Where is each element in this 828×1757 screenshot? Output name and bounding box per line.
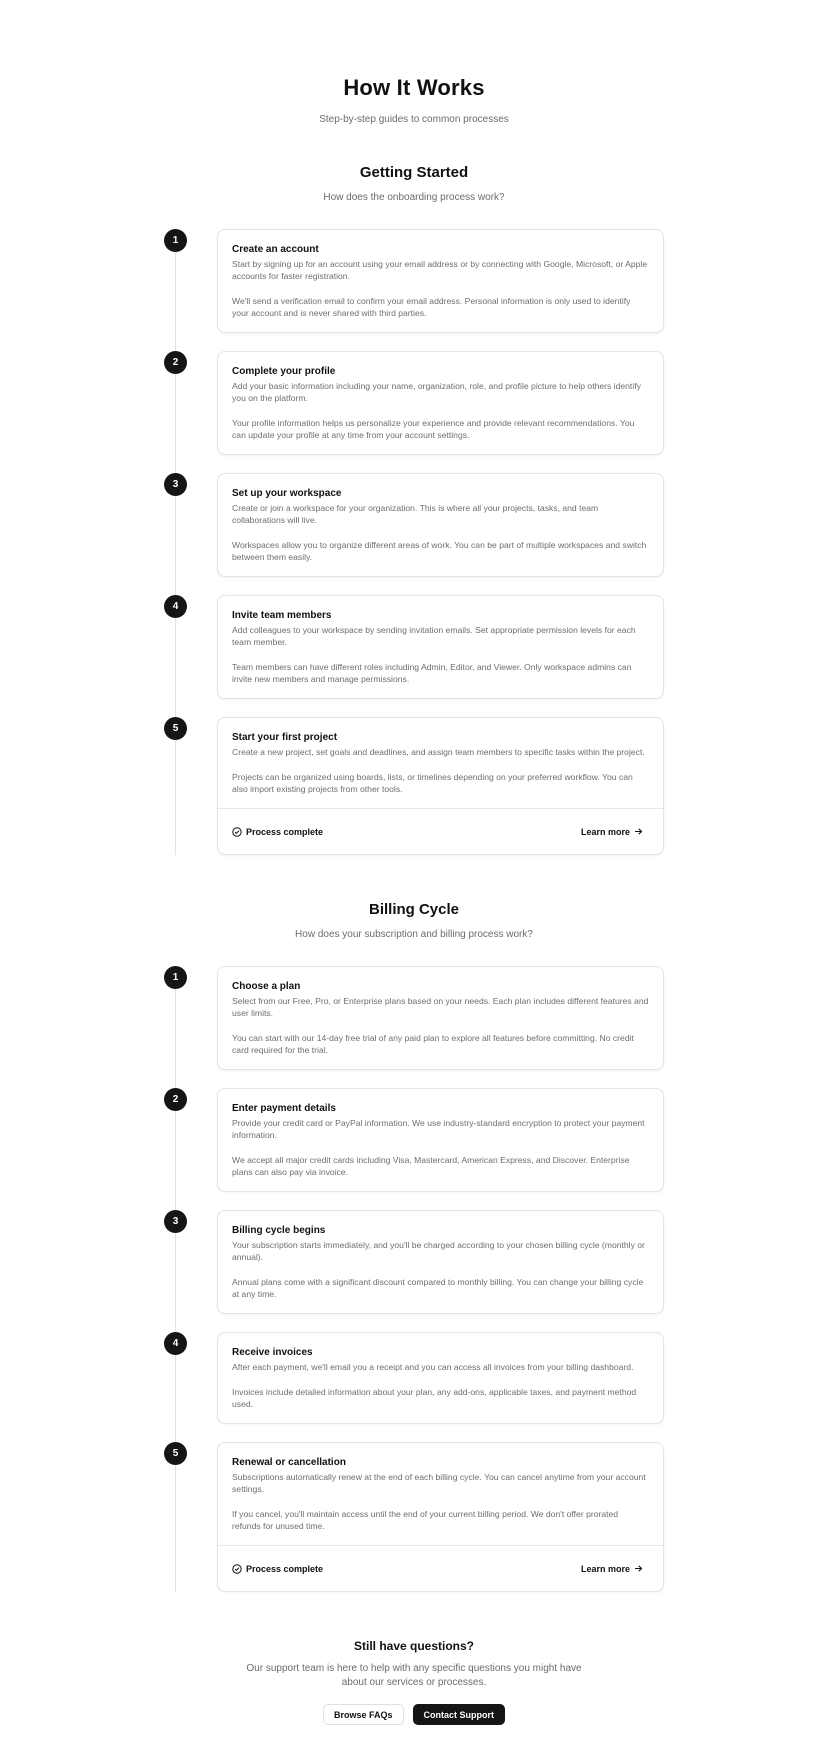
section-title: Billing Cycle — [368, 901, 460, 918]
step-detail: Team members can have different roles including Admin, Editor, and Viewer. Only workspace admins can invite new members and manage permissions. — [232, 662, 632, 684]
step-card-body — [218, 967, 663, 1069]
learn-more-link[interactable] — [581, 827, 643, 837]
step-number: 1 — [164, 966, 187, 989]
step — [164, 229, 664, 333]
step-number: 4 — [164, 595, 187, 618]
help-text: Our support team is here to help with any specific questions you might have about our services or processes. — [246, 1663, 582, 1688]
step-card-body — [218, 1333, 663, 1423]
step-card — [217, 351, 664, 455]
step-number: 3 — [164, 1210, 187, 1233]
step — [164, 473, 664, 577]
step-card-body — [218, 474, 663, 576]
step-card — [217, 1210, 664, 1314]
help-title: Still have questions? — [353, 1639, 475, 1653]
learn-more-label: Learn more — [580, 826, 630, 837]
step-card-body — [218, 596, 663, 698]
step-detail: Your profile information helps us personalize your experience and provide relevant recommendations. You can update your profile at any time from your account settings. — [232, 418, 635, 440]
step-description: Add your basic information including your name, organization, role, and profile picture to help others identify you on the platform. — [232, 381, 641, 403]
browse-faqs-button[interactable]: Browse FAQs — [323, 1704, 404, 1725]
step-card-footer — [218, 808, 663, 854]
step-detail: Annual plans come with a significant discount compared to monthly billing. You can change your billing cycle at any time. — [232, 1277, 644, 1299]
step-detail: Projects can be organized using boards, lists, or timelines depending on your preferred workflow. You can also import existing projects from other tools. — [232, 772, 633, 794]
step-title: Invite team members — [232, 610, 332, 621]
process-complete — [232, 827, 323, 837]
step — [164, 1442, 664, 1592]
step-description: Subscriptions automatically renew at the end of each billing cycle. You can cancel anytime from your account settings. — [232, 1472, 646, 1494]
step-title: Choose a plan — [232, 981, 301, 992]
step-card-body — [218, 1211, 663, 1313]
step-title: Create an account — [232, 244, 319, 255]
learn-more-link[interactable] — [581, 1564, 643, 1574]
step-detail: You can start with our 14-day free trial of any paid plan to explore all features before committing. No credit card required for the trial. — [232, 1033, 634, 1055]
step-number: 2 — [164, 351, 187, 374]
process-complete — [232, 1564, 323, 1574]
step-title: Renewal or cancellation — [232, 1457, 346, 1468]
step-card-body — [218, 1443, 663, 1545]
step-description: Select from our Free, Pro, or Enterprise plans based on your needs. Each plan includes different features and user limits. — [232, 996, 649, 1018]
step-card — [217, 717, 664, 855]
contact-support-button[interactable]: Contact Support — [413, 1704, 506, 1725]
step-card-body — [218, 230, 663, 332]
step-detail: We accept all major credit cards including Visa, Mastercard, American Express, and Discover. Enterprise plans can also pay via invoice. — [232, 1155, 630, 1177]
page-title: How It Works — [343, 75, 485, 100]
step — [164, 1332, 664, 1424]
learn-more-label: Learn more — [580, 1563, 630, 1574]
step-detail: Workspaces allow you to organize different areas of work. You can be part of multiple workspaces and switch between them easily. — [232, 540, 647, 562]
page-subtitle: Step-by-step guides to common processes — [319, 114, 509, 125]
step-description: Create a new project, set goals and deadlines, and assign team members to specific tasks within the project. — [232, 747, 645, 757]
arrow-right-icon — [634, 1564, 643, 1573]
step-title: Enter payment details — [232, 1103, 336, 1114]
section-header — [0, 900, 828, 942]
arrow-right-icon — [634, 827, 643, 836]
step-card — [217, 595, 664, 699]
step-description: Start by signing up for an account using your email address or by connecting with Google, Microsoft, or Apple accounts for faster registration. — [232, 259, 648, 281]
step — [164, 351, 664, 455]
check-circle-icon — [232, 1564, 242, 1574]
step-number: 2 — [164, 1088, 187, 1111]
step-title: Complete your profile — [232, 366, 336, 377]
step-number: 3 — [164, 473, 187, 496]
step-title: Billing cycle begins — [232, 1225, 326, 1236]
step-description: After each payment, we'll email you a receipt and you can access all invoices from your billing dashboard. — [232, 1362, 634, 1372]
step-description: Create or join a workspace for your organization. This is where all your projects, tasks, and team collaborations will live. — [232, 503, 599, 525]
step-description: Add colleagues to your workspace by sending invitation emails. Set appropriate permission levels for each team member. — [232, 625, 636, 647]
step — [164, 1210, 664, 1314]
timeline — [164, 966, 664, 1592]
section-billing-cycle — [0, 900, 828, 1592]
section-title: Getting Started — [359, 164, 469, 181]
page-header — [0, 73, 828, 127]
step-card-body — [218, 1089, 663, 1191]
step-card — [217, 473, 664, 577]
step-card-body — [218, 352, 663, 454]
section-getting-started — [0, 163, 828, 855]
step-description: Your subscription starts immediately, and you'll be charged according to your chosen billing cycle (monthly or annual). — [232, 1240, 645, 1262]
step-card — [217, 1088, 664, 1192]
step-card — [217, 1332, 664, 1424]
step-card — [217, 1442, 664, 1592]
step-card-footer — [218, 1545, 663, 1591]
step-detail: Invoices include detailed information about your plan, any add-ons, applicable taxes, and payment method used. — [232, 1387, 637, 1409]
step-description: Provide your credit card or PayPal information. We use industry-standard encryption to protect your payment information. — [232, 1118, 645, 1140]
step-card — [217, 966, 664, 1070]
step — [164, 717, 664, 855]
step-number: 1 — [164, 229, 187, 252]
step-title: Start your first project — [232, 732, 338, 743]
process-complete-label: Process complete — [246, 1563, 324, 1574]
step-title: Set up your workspace — [232, 488, 342, 499]
check-circle-icon — [232, 827, 242, 837]
step — [164, 1088, 664, 1192]
process-complete-label: Process complete — [246, 826, 324, 837]
help-buttons — [0, 1704, 828, 1725]
section-subtitle: How does the onboarding process work? — [323, 192, 505, 203]
section-header — [0, 163, 828, 205]
section-subtitle: How does your subscription and billing process work? — [295, 929, 533, 940]
step — [164, 595, 664, 699]
step-number: 5 — [164, 717, 187, 740]
step-detail: We'll send a verification email to confirm your email address. Personal information is only used to identify your account and is never shared with third parties. — [232, 296, 631, 318]
timeline — [164, 229, 664, 855]
step-title: Receive invoices — [232, 1347, 313, 1358]
step-card — [217, 229, 664, 333]
step — [164, 966, 664, 1070]
help-section — [0, 1638, 828, 1725]
step-number: 5 — [164, 1442, 187, 1465]
step-number: 4 — [164, 1332, 187, 1355]
step-card-body — [218, 718, 663, 808]
step-detail: If you cancel, you'll maintain access until the end of your current billing period. We don't offer prorated refunds for unused time. — [232, 1509, 619, 1531]
